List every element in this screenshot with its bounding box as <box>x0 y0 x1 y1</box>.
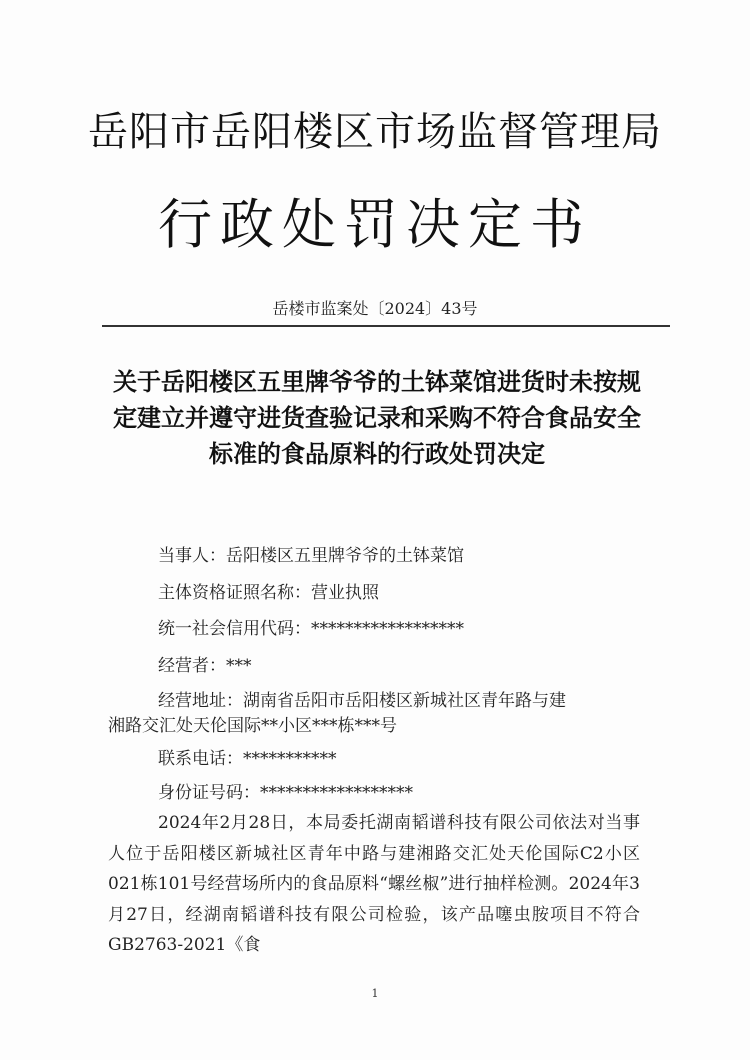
address-line-2: 湘路交汇处天伦国际**小区***栋***号 <box>108 716 397 736</box>
document-type-title: 行政处罚决定书 <box>158 193 592 256</box>
id-number: 身份证号码：****************** <box>158 783 413 803</box>
header-divider <box>102 325 670 327</box>
case-title: 关于岳阳楼区五里牌爷爷的土钵菜馆进货时未按规定建立并遵守进货查验记录和采购不符合食品安全标准的食品原料的行政处罚决定 <box>113 367 641 468</box>
phone-number: 联系电话：*********** <box>158 749 337 769</box>
license-type: 主体资格证照名称：营业执照 <box>158 583 379 603</box>
document-number: 岳楼市监案处〔2024〕43号 <box>272 299 478 318</box>
issuing-authority: 岳阳市岳阳楼区市场监督管理局 <box>88 109 662 155</box>
body-paragraph: 2024年2月28日，本局委托湖南韬谱科技有限公司依法对当事人位于岳阳楼区新城社区青年中路与建湘路交汇处天伦国际C2小区021栋101号经营场所内的食品原料“螺丝椒”进行抽样检测。2024年3月27日，经湖南韬谱科技有限公司检验，该产品噻虫胺项目不符合GB2763-2021《食 <box>108 813 640 955</box>
credit-code: 统一社会信用代码：****************** <box>158 619 464 639</box>
address-line-1: 经营地址：湖南省岳阳市岳阳楼区新城社区青年路与建 <box>158 691 566 711</box>
operator: 经营者：*** <box>158 656 252 676</box>
party-name: 当事人：岳阳楼区五里牌爷爷的土钵菜馆 <box>158 546 464 566</box>
page-number: 1 <box>371 987 379 1000</box>
